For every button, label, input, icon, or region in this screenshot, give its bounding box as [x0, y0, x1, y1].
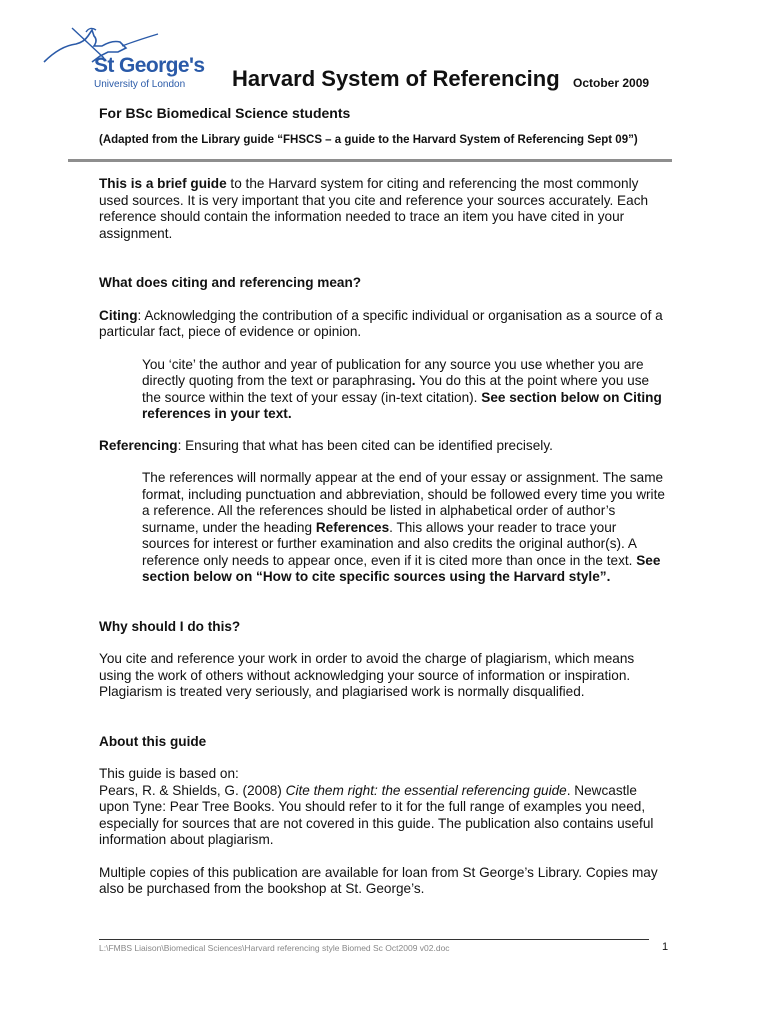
logo-subtitle: University of London — [94, 79, 186, 90]
referencing-see-below: See section below on “How to cite specific sources using the Harvard style”. — [142, 552, 661, 584]
referencing-term: Referencing — [99, 437, 178, 453]
adapted-note: (Adapted from the Library guide “FHSCS – a guide to the Harvard System of Referencing Sept 09”) — [99, 134, 638, 146]
about-reference — [99, 783, 665, 849]
why-paragraph: You cite and reference your work in order to avoid the charge of plagiarism, which means using the work of others without acknowledging your source of information or inspiration. Plagiarism is treated very seriously, and plagiarised work is normally disqualified. — [99, 651, 635, 699]
footer-file-path: L:\FMBS Liaison\Biomedical Sciences\Harvard referencing style Biomed Sc Oct2009 v02.doc — [99, 943, 450, 953]
citing-detail-dot: . — [411, 373, 416, 388]
reference-authors: Pears, R. & Shields, G. (2008) — [99, 782, 286, 798]
document-body — [99, 176, 665, 898]
page-number: 1 — [662, 941, 669, 953]
citing-detail-text-b: You do this at the point where you use the source within the text of your essay (in-text citation). — [142, 373, 650, 405]
referencing-detail — [99, 470, 665, 586]
intro-paragraph — [99, 176, 665, 242]
heading-citing-referencing: What does citing and referencing mean? — [99, 275, 362, 290]
citing-def: : Acknowledging the contribution of a specific individual or organisation as a source of a particular fact, piece of evidence or opinion. — [99, 307, 663, 339]
audience-line: For BSc Biomedical Science students — [99, 105, 351, 121]
reference-rest: . Newcastle upon Tyne: Pear Tree Books. You should refer to it for the full range of examples you need, especially for sources that are not covered in this guide. The publication also contains useful information about plagiarism. — [99, 782, 654, 847]
footer-divider — [99, 939, 649, 940]
reference-title: Cite them right: the essential referencing guide — [285, 782, 567, 798]
citing-see-below: See section below on Citing references in your text. — [142, 389, 662, 421]
referencing-detail-text-a: The references will normally appear at the end of your essay or assignment. The same format, including punctuation and abbreviation, should be followed every time you write a reference. All the references should be listed in alphabetical order of author’s surname, under the heading — [142, 470, 665, 535]
referencing-definition — [99, 438, 665, 455]
document-title: Harvard System of Referencing — [232, 66, 560, 91]
st-georges-logo — [42, 26, 205, 96]
logo-name: St George's — [94, 54, 205, 77]
heading-why: Why should I do this? — [99, 618, 241, 634]
referencing-def: : Ensuring that what has been cited can be identified precisely. — [177, 437, 553, 453]
referencing-detail-text-b: . This allows your reader to trace your sources for interest or further examination and also credits the original author(s). A reference only needs to appear once, even if it is cited more than once in the text. — [142, 519, 637, 568]
header-divider — [68, 159, 672, 162]
citing-definition — [99, 308, 665, 341]
document-date: October 2009 — [573, 76, 650, 90]
citing-term: Citing — [99, 307, 138, 323]
intro-lead: This is a brief guide — [99, 176, 227, 191]
citing-detail-text-a: You ‘cite’ the author and year of publication for any source you use whether you are directly quoting from the text or paraphrasing — [142, 356, 644, 388]
intro-text: to the Harvard system for citing and referencing the most commonly used sources. It is very important that you cite and reference your sources accurately. Each reference should contain the information needed to trace an item you have cited in your assignment. — [99, 176, 649, 241]
references-heading-word: References — [315, 519, 390, 535]
heading-about: About this guide — [99, 733, 207, 749]
citing-detail — [99, 357, 665, 423]
about-copies: Multiple copies of this publication are available for loan from St George’s Library. Copies may also be purchased from the bookshop at St. George’s. — [99, 864, 658, 896]
about-based-on: This guide is based on: — [99, 766, 239, 781]
